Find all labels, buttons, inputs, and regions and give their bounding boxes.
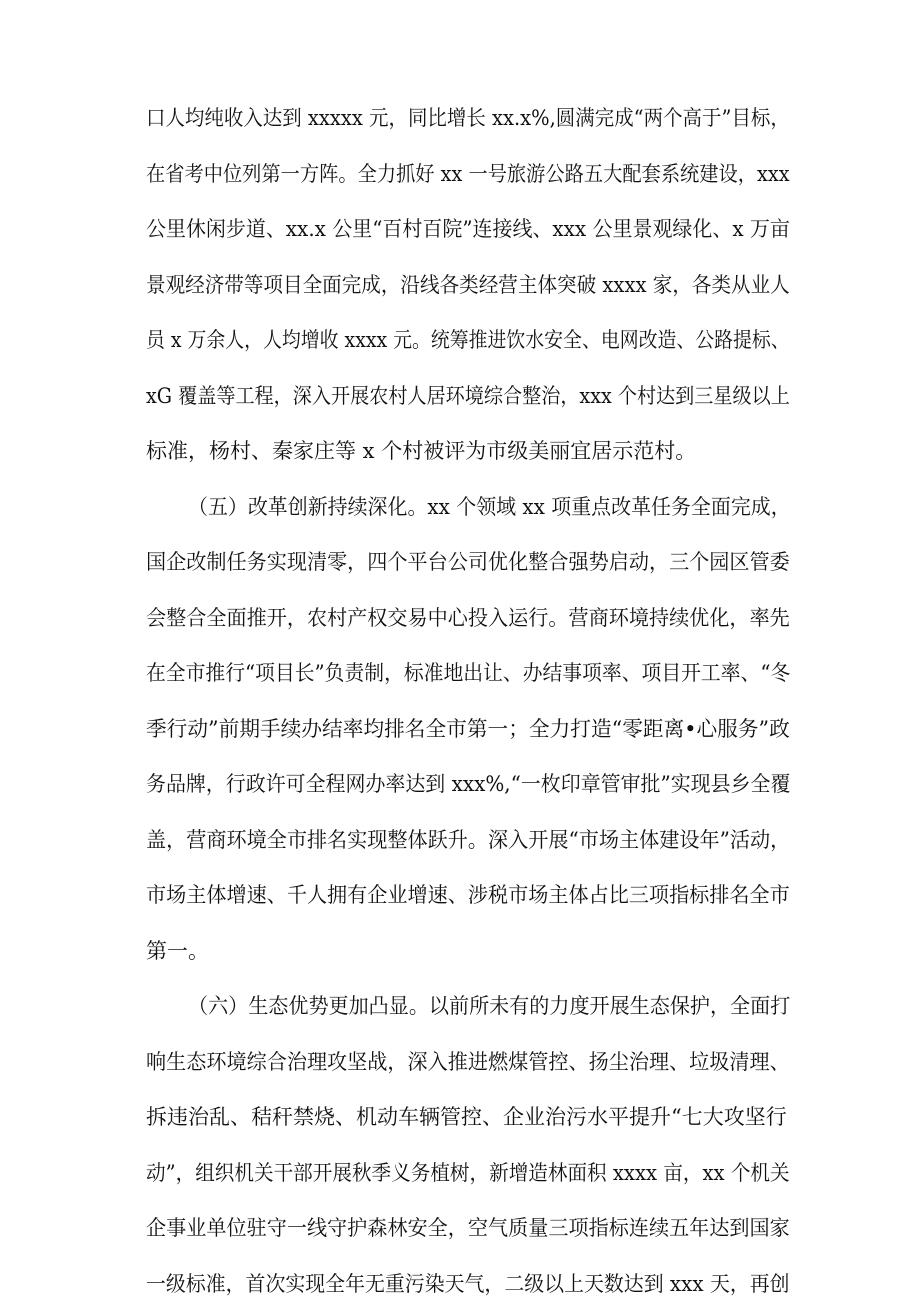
paragraph-line (0, 933, 920, 969)
paragraph-line (0, 544, 920, 580)
paragraph-line (0, 156, 920, 192)
line-text: 动”，组织机关干部开展秋季义务植树，新增造林面积 xxxx 亩，xx 个机关 (146, 1161, 790, 1185)
paragraph-line (0, 433, 920, 469)
line-text: xG 覆盖等工程，深入开展农村人居环境综合整治，xxx 个村达到三星级以上 (146, 384, 790, 408)
line-text: 第一。 (146, 939, 209, 963)
line-text: 国企改制任务实现清零，四个平台公司优化整合强势启动，三个园区管委 (146, 550, 790, 574)
paragraph-line (0, 711, 920, 747)
line-text: 景观经济带等项目全面完成，沿线各类经营主体突破 xxxx 家，各类从业人 (146, 273, 790, 297)
line-text: 拆违治乱、秸秆禁烧、机动车辆管控、企业治污水平提升“七大攻坚行 (146, 1105, 787, 1129)
paragraph-line (0, 766, 920, 802)
paragraph-line (0, 1210, 920, 1246)
line-text: （六）生态优势更加凸显。以前所未有的力度开展生态保护，全面打 (188, 994, 791, 1018)
line-text: 响生态环境综合治理攻坚战，深入推进燃煤管控、扬尘治理、垃圾清理、 (146, 1050, 790, 1074)
line-text: 在省考中位列第一方阵。全力抓好 xx 一号旅游公路五大配套系统建设，xxx (146, 162, 790, 186)
paragraph-line (0, 378, 920, 414)
line-text: 标准，杨村、秦家庄等 x 个村被评为市级美丽宜居示范村。 (146, 439, 697, 463)
line-text: 会整合全面推开，农村产权交易中心投入运行。营商环境持续优化，率先 (146, 606, 790, 630)
paragraph-line (0, 100, 920, 136)
line-text: 口人均纯收入达到 xxxxx 元，同比增长 xx.x%,圆满完成“两个高于”目标， (146, 106, 790, 130)
line-text: 员 x 万余人，人均增收 xxxx 元。统筹推进饮水安全、电网改造、公路提标、 (146, 328, 790, 352)
paragraph-line (0, 655, 920, 691)
line-text: 盖，营商环境全市排名实现整体跃升。深入开展“市场主体建设年”活动， (146, 828, 791, 852)
line-text: 务品牌，行政许可全程网办率达到 xxx%,“一枚印章管审批”实现县乡全覆 (146, 772, 791, 796)
section-heading-line (0, 988, 920, 1024)
paragraph-line (0, 600, 920, 636)
line-text: 一级标准，首次实现全年无重污染天气，二级以上天数达到 xxx 天，再创 (146, 1272, 790, 1296)
section-heading-line (0, 489, 920, 525)
paragraph-line (0, 822, 920, 858)
paragraph-line (0, 1044, 920, 1080)
paragraph-line (0, 211, 920, 247)
line-text: 企事业单位驻守一线守护森林安全，空气质量三项指标连续五年达到国家 (146, 1216, 790, 1240)
line-text: （五）改革创新持续深化。xx 个领域 xx 项重点改革任务全面完成， (188, 495, 791, 519)
line-text: 季行动”前期手续办结率均排名全市第一；全力打造“零距离•心服务”政 (146, 717, 790, 741)
paragraph-line (0, 322, 920, 358)
paragraph-line (0, 877, 920, 913)
paragraph-line (0, 1099, 920, 1135)
paragraph-line (0, 267, 920, 303)
line-text: 公里休闲步道、xx.x 公里“百村百院”连接线、xxx 公里景观绿化、x 万亩 (146, 217, 790, 241)
line-text: 在全市推行“项目长”负责制，标准地出让、办结事项率、项目开工率、“冬 (146, 661, 791, 685)
line-text: 市场主体增速、千人拥有企业增速、涉税市场主体占比三项指标排名全市 (146, 883, 790, 907)
paragraph-line (0, 1155, 920, 1191)
paragraph-line (0, 1266, 920, 1302)
